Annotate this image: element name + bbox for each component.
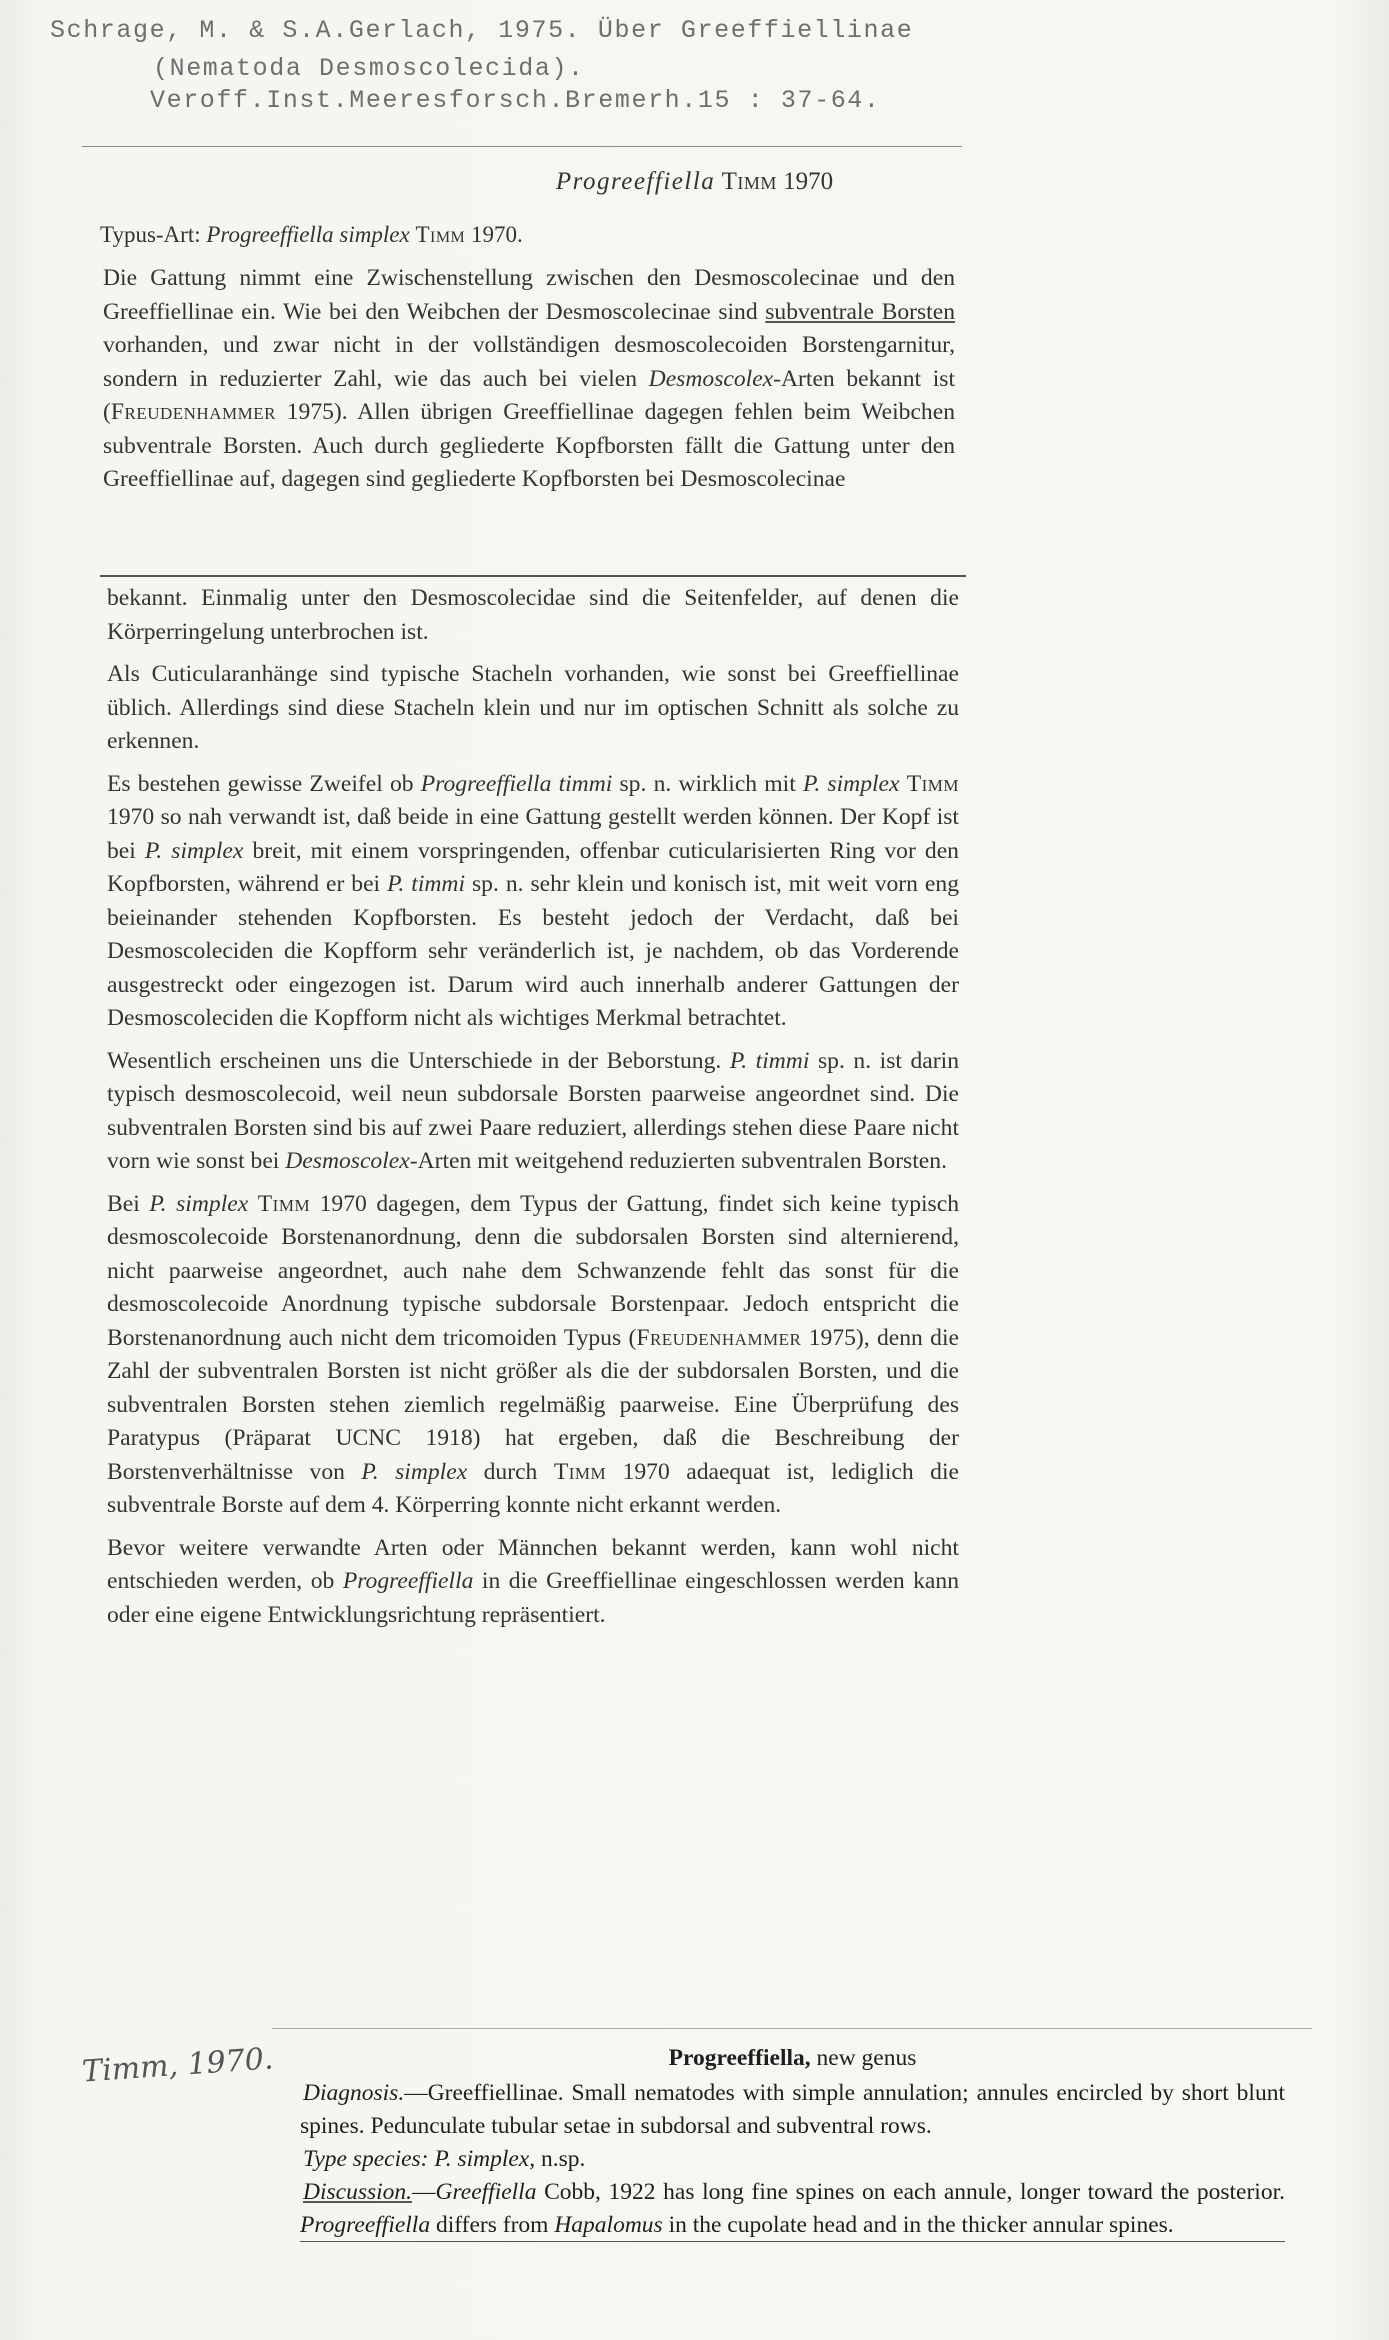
discussion-divider	[300, 2241, 1285, 2242]
diagnosis: Diagnosis.—Greeffiellinae. Small nematodes with simple annulation; annules encircled by short blunt spines. Pedunculate tubular setae in subdorsal and subventral rows.	[300, 2080, 1285, 2139]
paragraph-2: Als Cuticularanhänge sind typische Stacheln vorhanden, wie sonst bei Greeffiellinae üblich. Allerdings sind diese Stacheln klein und nur im optischen Schnitt als solche zu erkennen.	[107, 661, 959, 754]
citation-line-3: Veroff.Inst.Meeresforsch.Bremerh.15 : 37-64.	[150, 86, 881, 115]
clipping-edge	[272, 2028, 1312, 2029]
citation-line-1: Schrage, M. & S.A.Gerlach, 1975. Über Greeffiellinae	[50, 16, 914, 45]
citation-line-2: (Nematoda Desmoscolecida).	[153, 54, 585, 83]
article-body	[107, 582, 959, 1641]
paragraph-1-end: bekannt. Einmalig unter den Desmoscolecidae sind die Seitenfelder, auf denen die Körperringelung unterbrochen ist.	[107, 585, 959, 645]
title-author: Timm	[721, 168, 777, 195]
title-year: 1970	[783, 168, 834, 195]
paragraph-5: Bei P. simplex Timm 1970 dagegen, dem Typus der Gattung, findet sich keine typisch desmoscolecoide Borstenanordnung, denn die subdorsalen Borsten sind alternierend, nicht paarweise angeordnet, auch nahe dem Schwanzende fehlt das sonst für die desmoscolecoide Anordnung typische subdorsale Borstenpaar. Jedoch entspricht die Borstenanordnung auch nicht dem tricomoiden Typus (Freudenhammer 1975), denn die Zahl der subventralen Borsten ist nicht größer als die der subdorsalen Borsten, und die subventralen Borsten stehen ziemlich regelmäßig paarweise. Eine Überprüfung des Paratypus (Präparat UCNC 1918) hat ergeben, daß die Beschreibung der Borstenverhältnisse von P. simplex durch Timm 1970 adaequat ist, lediglich die subventrale Borste auf dem 4. Körperring konnte nicht erkannt werden.	[107, 1190, 959, 1518]
handwritten-note: Timm, 1970.	[81, 2041, 275, 2090]
paragraph-6: Bevor weitere verwandte Arten oder Männchen bekannt werden, kann wohl nicht entschieden werden, ob Progreeffiella in die Greeffiellinae eingeschlossen werden kann oder eine eigene Entwicklungsrichtung repräsentiert.	[107, 1534, 959, 1628]
discussion: Discussion.—Greeffiella Cobb, 1922 has long fine spines on each annule, longer toward the posterior. Progreeffiella differs from Hapalomus in the cupolate head and in the thicker annular spines.	[300, 2179, 1285, 2238]
english-heading: Progreeffiella, new genus	[668, 2045, 917, 2071]
paste-seam-divider	[100, 575, 966, 577]
type-species: Type species: P. simplex, n.sp.	[303, 2146, 586, 2172]
paragraph-4: Wesentlich erscheinen uns die Unterschiede in der Beborstung. P. timmi sp. n. ist darin typisch desmoscolecoid, weil neun subdorsale Borsten paarweise angeordnet sind. Die subventralen Borsten sind bis auf zwei Paare reduziert, allerdings stehen diese Paare nicht vorn wie sonst bei Desmoscolex-Arten mit weitgehend reduzierten subventralen Borsten.	[107, 1047, 959, 1174]
paragraph-1: Die Gattung nimmt eine Zwischenstellung zwischen den Desmoscolecinae und den Greeffiellinae ein. Wie bei den Weibchen der Desmoscolecinae sind subventrale Borsten vorhanden, und zwar nicht in der vollständigen desmoscolecoiden Borstengarnitur, sondern in reduzierter Zahl, wie das auch bei vielen Desmoscolex-Arten bekannt ist (Freudenhammer 1975). Allen übrigen Greeffiellinae dagegen fehlen beim Weibchen subventrale Borsten. Auch durch gegliederte Kopfborsten fällt die Gattung unter den Greeffiellinae auf, dagegen sind gegliederte Kopfborsten bei Desmoscolecinae	[103, 265, 955, 492]
article-title	[0, 168, 1389, 196]
title-genus: Progreeffiella	[555, 168, 716, 195]
english-genus-description	[300, 2042, 1285, 2242]
paragraph-3: Es bestehen gewisse Zweifel ob Progreeffiella timmi sp. n. wirklich mit P. simplex Timm 1970 so nah verwandt ist, daß beide in eine Gattung gestellt werden können. Der Kopf ist bei P. simplex breit, mit einem vorspringenden, offenbar cuticularisierten Ring vor den Kopfborsten, während er bei P. timmi sp. n. sehr klein und konisch ist, mit weit vorn eng beieinander stehenden Kopfborsten. Es besteht jedoch der Verdacht, daß bei Desmoscoleciden die Kopfform sehr veränderlich ist, je nachdem, ob das Vorderende ausgestreckt oder eingezogen ist. Darum wird auch innerhalb anderer Gattungen der Desmoscoleciden die Kopfform nicht als wichtiges Merkmal betrachtet.	[107, 770, 960, 1031]
header-divider	[82, 146, 962, 147]
type-species-line: Typus-Art: Progreeffiella simplex Timm 1970.	[100, 222, 523, 247]
